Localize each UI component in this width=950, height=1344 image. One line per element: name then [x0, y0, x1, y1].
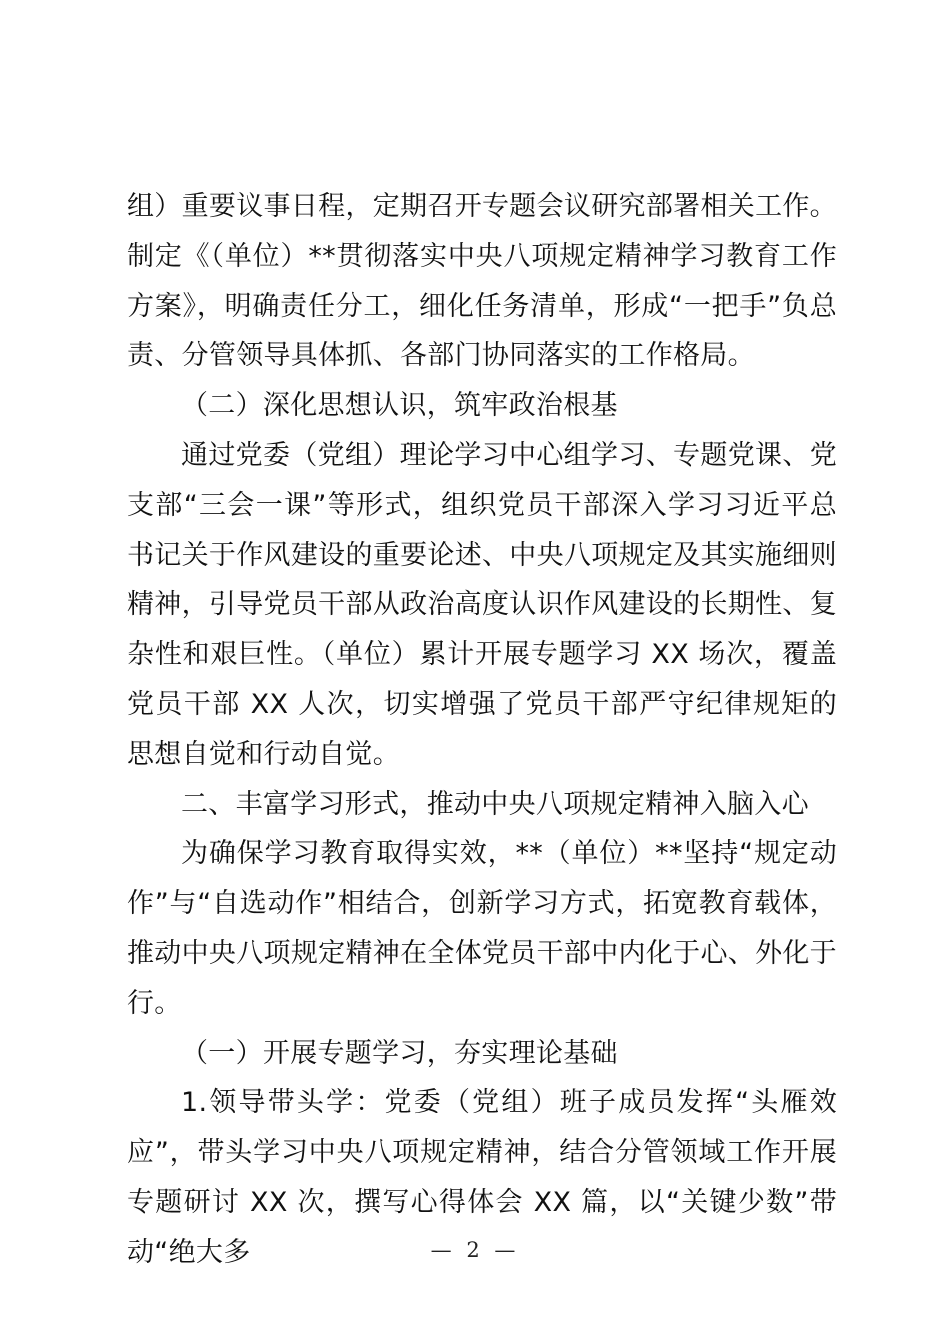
section-heading-thematic-study: （一）开展专题学习，夯实理论基础: [181, 1037, 618, 1069]
document-body: [127, 182, 837, 1278]
section-heading-deepen-understanding: （二）深化思想认识，筑牢政治根基: [181, 390, 618, 422]
paragraph-study-methods: 通过党委（党组）理论学习中心组学习、专题党课、党支部“三会一课”等形式，组织党员干部深入学习习近平总书记关于作风建设的重要论述、中央八项规定及其实施细则精神，引导党员干部从政治高度认识作风建设的长期性、复杂性和艰巨性。（单位）累计开展专题学习 XX 场次，覆盖党员干部 XX 人次，切实增强了党员干部严守纪律规矩的思想自觉和行动自觉。: [127, 439, 837, 770]
page-number: — 2 —: [430, 1238, 520, 1262]
paragraph-continued: 组）重要议事日程，定期召开专题会议研究部署相关工作。制定《（单位）**贯彻落实中央八项规定精神学习教育工作方案》，明确责任分工，细化任务清单，形成“一把手”负总责、分管领导具体抓、各部门协同落实的工作格局。: [127, 191, 837, 372]
paragraph-effectiveness: 为确保学习教育取得实效，**（单位）**坚持“规定动作”与“自选动作”相结合，创新学习方式，拓宽教育载体，推动中央八项规定精神在全体党员干部中内化于心、外化于行。: [127, 838, 837, 1019]
paragraph-leaders-study: 1.领导带头学：党委（党组）班子成员发挥“头雁效应”，带头学习中央八项规定精神，结合分管领域工作开展专题研讨 XX 次，撰写心得体会 XX 篇，以“关键少数”带动“绝大多: [127, 1087, 837, 1268]
section-heading-enrich-forms: 二、丰富学习形式，推动中央八项规定精神入脑入心: [181, 788, 809, 820]
